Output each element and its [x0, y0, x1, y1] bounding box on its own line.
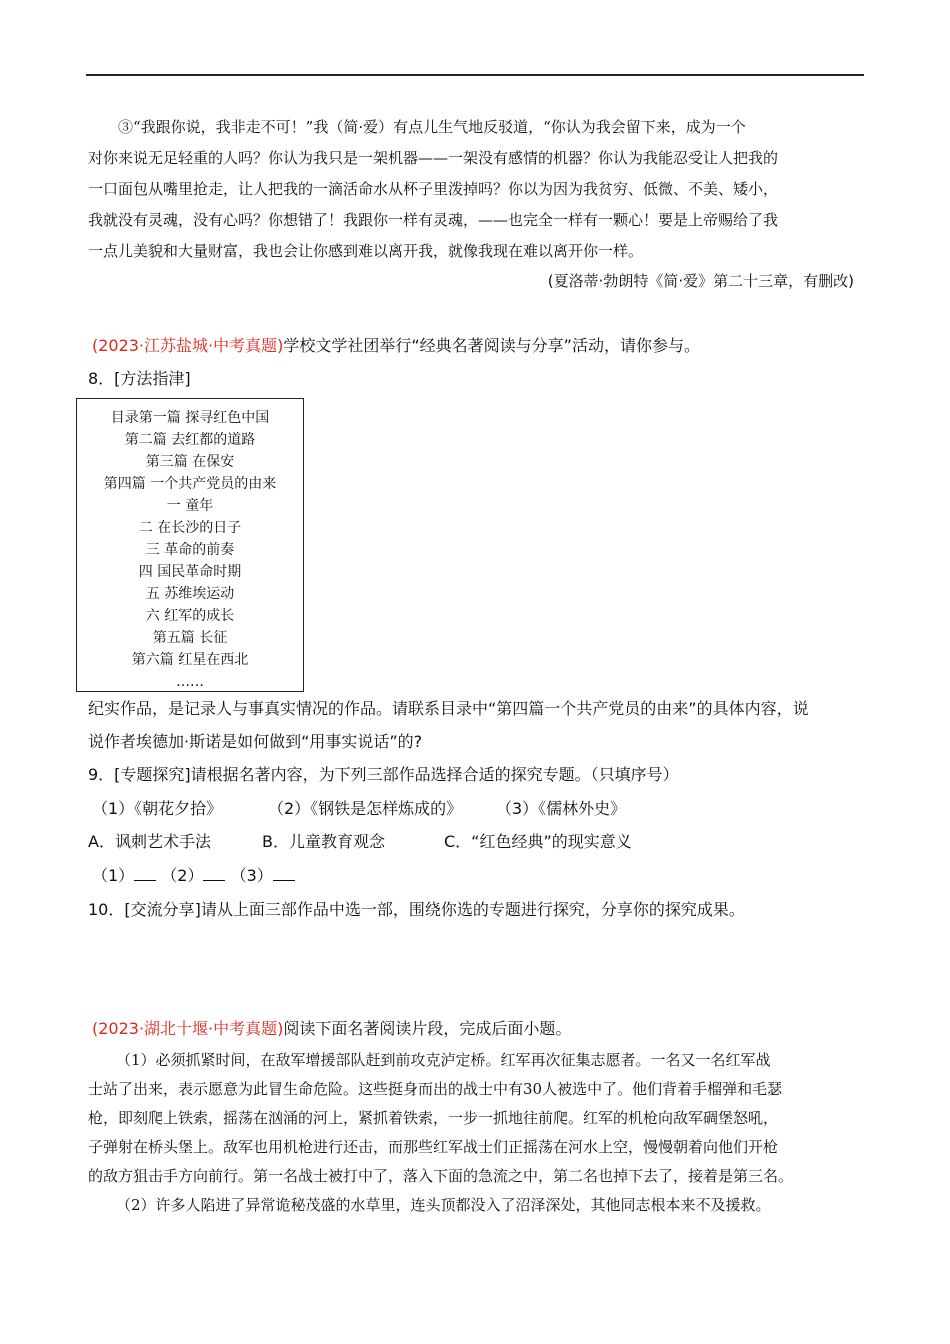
toc-item: 四 国民革命时期 [138, 564, 242, 580]
passage-jane-eyre [88, 112, 864, 267]
toc-item: 一 童年 [166, 498, 214, 514]
answer-label-3: （3） [230, 866, 273, 885]
answer-label-1: （1） [92, 866, 135, 885]
toc-item: 目录第一篇 探寻红色中国 [110, 410, 270, 426]
toc-item: 第三篇 在保安 [145, 454, 235, 470]
table-of-contents-box [76, 398, 304, 692]
passage-source: (夏洛蒂·勃朗特《简·爱》第二十三章，有删改) [547, 272, 854, 290]
section1-tag: (2023·江苏盐城·中考真题) [92, 336, 284, 355]
answer-blank-1[interactable] [134, 864, 156, 881]
passage-line: 士站了出来，表示愿意为此冒生命危险。这些挺身而出的战士中有30人被选中了。他们背着手榴弹和毛瑟 [88, 1080, 783, 1098]
q8-text-line: 纪实作品，是记录人与事真实情况的作品。请联系目录中“第四篇一个共产党员的由来”的具体内容，说 [88, 699, 809, 718]
toc-item: 六 红军的成长 [145, 608, 235, 624]
q9-option-c: C．“红色经典”的现实意义 [444, 832, 632, 851]
q9-work-2: （2）《钢铁是怎样炼成的》 [268, 799, 463, 818]
answer-blank-2[interactable] [203, 864, 225, 881]
passage-line: ③“我跟你说，我非走不可！”我（简·爱）有点儿生气地反驳道，“你认为我会留下来，成为一个 [118, 118, 746, 136]
answer-blank-3[interactable] [273, 864, 295, 881]
section2-intro: 阅读下面名著阅读片段，完成后面小题。 [283, 1019, 572, 1038]
toc-item: 第六篇 红星在西北 [131, 652, 249, 668]
q10-prompt: 10．[交流分享]请从上面三部作品中选一部，围绕你选的专题进行探究，分享你的探究成果。 [88, 900, 745, 919]
passage-line: 我就没有灵魂，没有心吗？你想错了！我跟你一样有灵魂，——也完全一样有一颗心！要是上帝赐给了我 [88, 211, 779, 229]
q9-option-a: A．讽刺艺术手法 [88, 832, 211, 851]
passage-line: 一点儿美貌和大量财富，我也会让你感到难以离开我，就像我现在难以离开你一样。 [88, 242, 644, 260]
toc-item: …… [176, 674, 204, 690]
toc-item: 二 在长沙的日子 [138, 520, 242, 536]
q8-text-line: 说作者埃德加·斯诺是如何做到“用事实说话”的? [88, 732, 423, 751]
passage-line: 的敌方狙击手方向前行。第一名战士被打中了，落入下面的急流之中，第二名也掉下去了，接着是第三名。 [88, 1167, 794, 1185]
section1-heading [92, 334, 700, 358]
q9-prompt: 9．[专题探究]请根据名著内容，为下列三部作品选择合适的探究专题。（只填序号） [88, 765, 679, 784]
toc-item: 第五篇 长征 [152, 630, 228, 646]
q8-label: 8．[方法指津] [88, 369, 191, 388]
passage-line: （2）许多人陷进了异常诡秘茂盛的水草里，连头顶都没入了沼泽深处，其他同志根本来不及援救。 [116, 1196, 771, 1214]
toc-item: 五 苏维埃运动 [145, 586, 235, 602]
passage-line: （1）必须抓紧时间，在敌军增援部队赶到前攻克泸定桥。红军再次征集志愿者。一名又一名红军战 [116, 1051, 771, 1069]
passage-line: 枪，即刻爬上铁索，摇荡在汹涌的河上，紧抓着铁索，一步一抓地往前爬。红军的机枪向敌军碉堡怒吼， [88, 1109, 779, 1127]
toc-item: 第二篇 去红都的道路 [124, 432, 256, 448]
q9-option-b: B．儿童教育观念 [262, 832, 385, 851]
answer-label-2: （2） [161, 866, 204, 885]
toc-item: 第四篇 一个共产党员的由来 [103, 476, 277, 492]
passage-luding-bridge [88, 1046, 868, 1220]
section1-intro: 学校文学社团举行“经典名著阅读与分享”活动，请你参与。 [283, 336, 700, 355]
q9-work-3: （3）《儒林外史》 [496, 799, 627, 818]
section2-heading [92, 1017, 571, 1041]
passage-line: 子弹射在桥头堡上。敌军也用机枪进行还击，而那些红军战士们正摇荡在河水上空，慢慢朝着向他们开枪 [88, 1138, 779, 1156]
header-rule [86, 74, 864, 76]
toc-item: 三 革命的前奏 [145, 542, 235, 558]
passage-line: 一口面包从嘴里抢走，让人把我的一滴活命水从杯子里泼掉吗？你以为因为我贫穷、低微、不美、矮小， [88, 180, 779, 198]
q9-answer-row [92, 864, 295, 888]
section2-tag: (2023·湖北十堰·中考真题) [92, 1019, 284, 1038]
q9-work-1: （1）《朝花夕拾》 [92, 799, 223, 818]
passage-line: 对你来说无足轻重的人吗？你认为我只是一架机器——一架没有感情的机器？你认为我能忍受让人把我的 [88, 149, 779, 167]
